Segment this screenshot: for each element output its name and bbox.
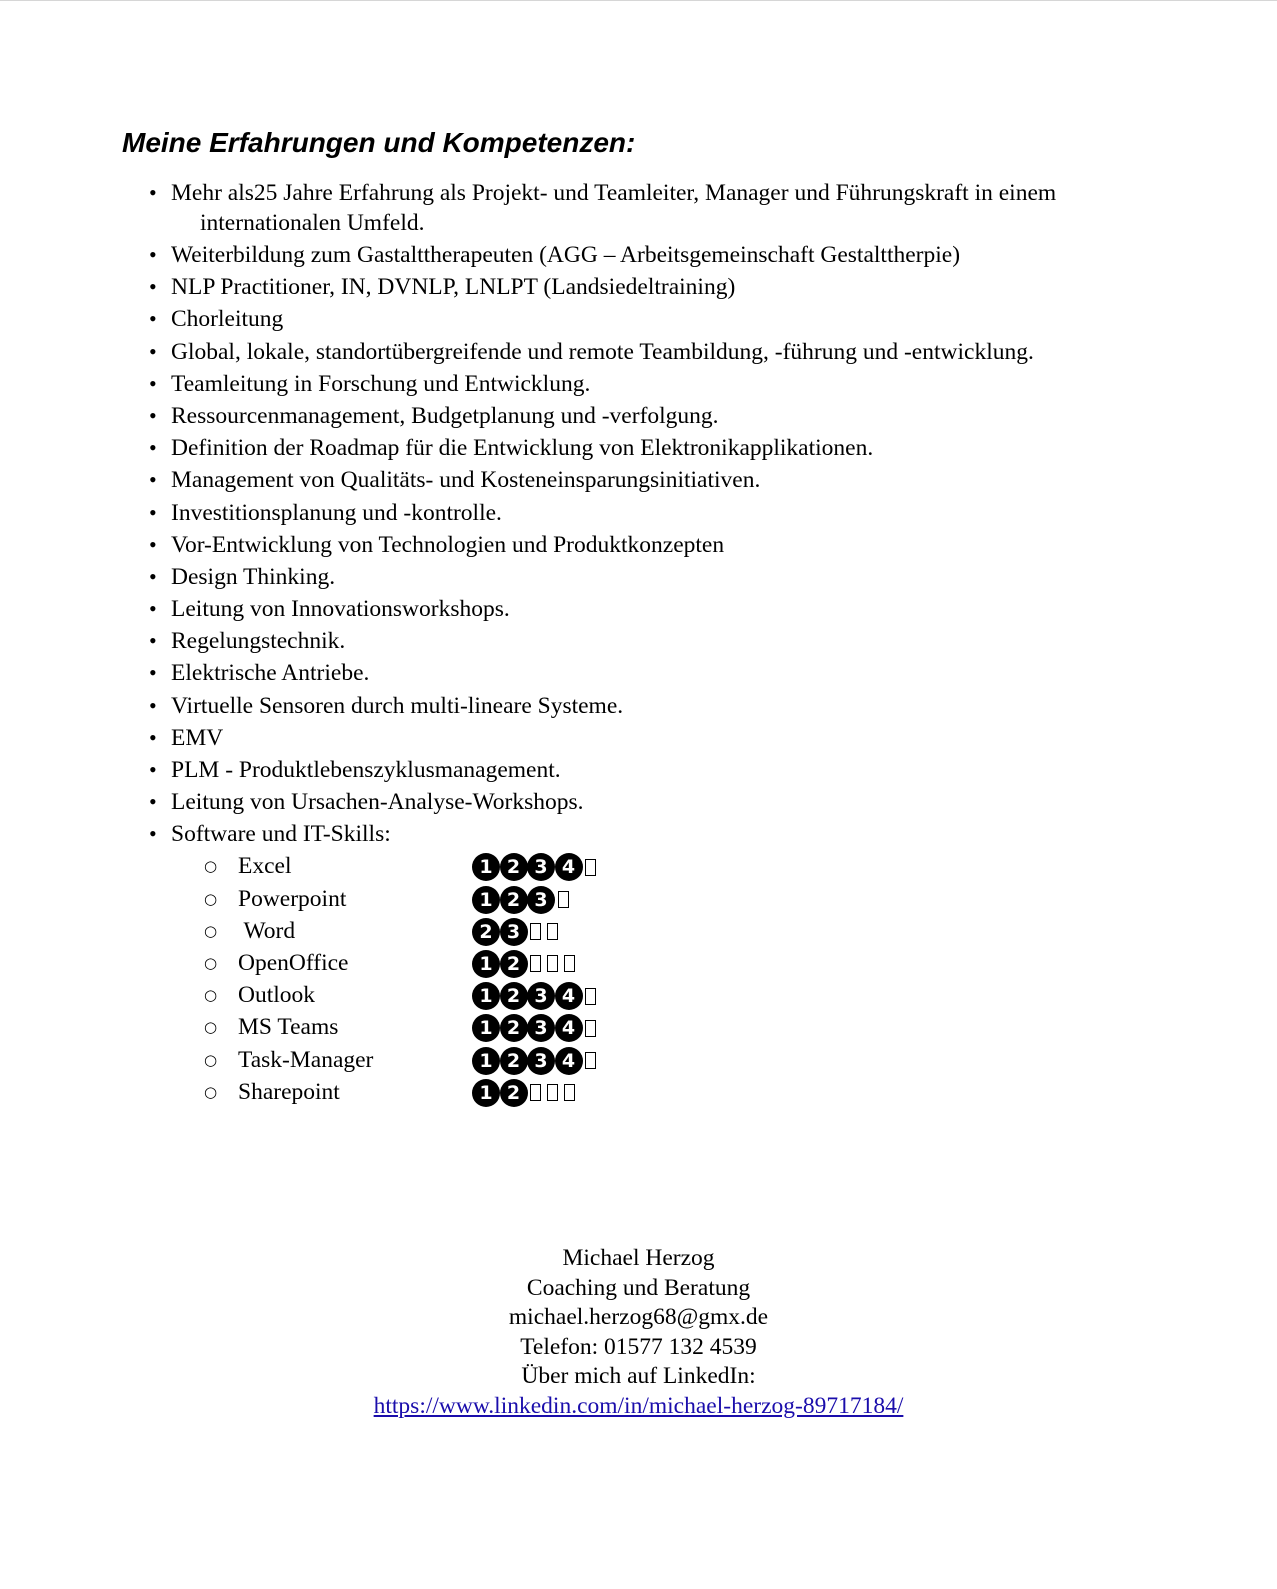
bullet-icon: • — [149, 180, 157, 205]
list-item — [0, 304, 1277, 336]
list-item-text: Teamleitung in Forschung und Entwicklung. — [171, 370, 591, 397]
filled-rating-icon: 4 — [555, 1014, 583, 1042]
software-item — [0, 980, 986, 1012]
list-item-text: Investitionsplanung und -kontrolle. — [171, 499, 502, 526]
contact-email: michael.herzog68@gmx.de — [508, 1304, 769, 1330]
list-item — [0, 787, 1277, 819]
contact-role: Coaching und Beratung — [526, 1274, 751, 1301]
bullet-icon: • — [149, 724, 157, 750]
filled-rating-icon: 2 — [472, 918, 500, 946]
empty-rating-icon — [547, 923, 558, 940]
filled-rating-icon: 1 — [472, 1079, 500, 1107]
list-item-text: Vor-Entwicklung von Technologien und Produktkonzepten — [171, 531, 725, 558]
empty-rating-icon — [530, 955, 541, 972]
list-item-text: Ressourcenmanagement, Budgetplanung und -verfolgung. — [171, 402, 719, 429]
list-item-text: PLM - Produktlebenszyklusmanagement. — [171, 757, 561, 783]
bullet-icon: • — [149, 596, 157, 622]
list-item — [0, 691, 1277, 723]
empty-rating-icon — [558, 891, 569, 908]
software-skills-list — [0, 851, 986, 1109]
empty-rating-icon — [585, 1020, 596, 1037]
filled-rating-icon: 1 — [472, 1014, 500, 1042]
empty-rating-icon — [547, 955, 558, 972]
list-item-text: Virtuelle Sensoren durch multi-lineare Systeme. — [171, 692, 624, 719]
circle-bullet-icon: ○ — [204, 889, 218, 908]
bullet-icon: • — [149, 692, 157, 718]
list-item-text: Design Thinking. — [171, 563, 336, 590]
list-item — [0, 498, 1277, 530]
software-item — [0, 948, 986, 980]
list-item — [0, 562, 1277, 594]
list-item-text: EMV — [171, 724, 224, 751]
skill-rating — [472, 852, 599, 882]
list-item — [0, 626, 1277, 658]
filled-rating-icon: 3 — [527, 853, 555, 881]
bullet-icon: • — [149, 370, 157, 396]
skill-rating — [472, 1013, 599, 1043]
skill-rating — [472, 1046, 599, 1076]
bullet-icon: • — [149, 789, 157, 815]
filled-rating-icon: 1 — [472, 886, 500, 914]
list-item-text: Leitung von Ursachen-Analyse-Workshops. — [171, 789, 584, 816]
list-item — [0, 433, 1277, 465]
empty-rating-icon — [585, 988, 596, 1005]
list-item-text: Mehr als25 Jahre Erfahrung als Projekt- und Teamleiter, Manager und Führungskraft in einem internationalen Umfeld. — [171, 180, 1057, 236]
software-item — [0, 884, 986, 916]
list-item-text: Management von Qualitäts- und Kosteneinsparungsinitiativen. — [171, 467, 761, 494]
list-item — [0, 530, 1277, 562]
software-name: Excel — [238, 853, 292, 880]
bullet-icon: • — [149, 531, 157, 557]
filled-rating-icon: 3 — [500, 918, 528, 946]
software-list-item — [0, 819, 1277, 1109]
filled-rating-icon: 3 — [527, 886, 555, 914]
software-name: Outlook — [238, 982, 316, 1009]
filled-rating-icon: 3 — [527, 1047, 555, 1075]
list-item — [0, 401, 1277, 433]
software-item — [0, 851, 986, 883]
filled-rating-icon: 3 — [527, 1014, 555, 1042]
circle-bullet-icon: ○ — [204, 857, 218, 876]
circle-bullet-icon: ○ — [204, 1082, 218, 1101]
empty-rating-icon — [585, 1052, 596, 1069]
list-item — [0, 369, 1277, 401]
filled-rating-icon: 2 — [500, 1079, 528, 1107]
filled-rating-icon: 2 — [500, 886, 528, 914]
list-item — [0, 755, 1277, 787]
list-item — [0, 465, 1277, 497]
software-name: Powerpoint — [238, 885, 347, 912]
circle-bullet-icon: ○ — [204, 921, 218, 940]
contact-name: Michael Herzog — [562, 1245, 715, 1271]
list-item — [0, 658, 1277, 690]
software-name: Sharepoint — [238, 1078, 340, 1105]
list-item-text: Global, lokale, standortübergreifende und remote Teambildung, -führung und -entwicklung. — [171, 338, 1034, 365]
list-item-text: Leitung von Innovationsworkshops. — [171, 596, 510, 623]
skill-rating — [472, 949, 578, 979]
filled-rating-icon: 2 — [500, 853, 528, 881]
filled-rating-icon: 1 — [472, 1047, 500, 1075]
list-item-text: NLP Practitioner, IN, DVNLP, LNLPT (Landsiedeltraining) — [171, 274, 736, 301]
contact-footer — [0, 1244, 1277, 1421]
list-item — [0, 723, 1277, 755]
list-item — [0, 594, 1277, 626]
list-item-text: Weiterbildung zum Gastalttherapeuten (AGG – Arbeitsgemeinschaft Gestalttherpie) — [171, 242, 961, 268]
list-item — [0, 272, 1277, 304]
bullet-icon: • — [149, 242, 157, 267]
section-heading: Meine Erfahrungen und Kompetenzen: — [122, 127, 636, 158]
software-label: Software und IT-Skills: — [171, 821, 391, 848]
empty-rating-icon — [547, 1084, 558, 1101]
software-item — [0, 1077, 986, 1109]
empty-rating-icon — [564, 955, 575, 972]
bullet-icon: • — [149, 563, 157, 589]
circle-bullet-icon: ○ — [204, 953, 218, 972]
skill-rating — [472, 1078, 578, 1108]
skill-rating — [472, 917, 561, 947]
software-name: Word — [238, 917, 296, 944]
bullet-icon: • — [149, 435, 157, 461]
bullet-icon: • — [149, 402, 157, 428]
bullet-icon: • — [149, 499, 157, 525]
filled-rating-icon: 4 — [555, 853, 583, 881]
competence-list — [0, 178, 1277, 1109]
list-item — [0, 178, 1277, 240]
bullet-icon: • — [149, 660, 157, 686]
empty-rating-icon — [530, 1084, 541, 1101]
bullet-icon: • — [149, 306, 157, 332]
filled-rating-icon: 2 — [500, 1047, 528, 1075]
bullet-icon: • — [149, 821, 157, 847]
bullet-icon: • — [149, 467, 157, 493]
linkedin-label: Über mich auf LinkedIn: — [521, 1363, 756, 1389]
list-item-text: Elektrische Antriebe. — [171, 660, 370, 687]
empty-rating-icon — [530, 923, 541, 940]
circle-bullet-icon: ○ — [204, 986, 218, 1005]
circle-bullet-icon: ○ — [204, 1050, 218, 1069]
software-item — [0, 1012, 986, 1044]
filled-rating-icon: 1 — [472, 950, 500, 978]
bullet-icon: • — [149, 757, 157, 782]
filled-rating-icon: 2 — [500, 1014, 528, 1042]
skill-rating — [472, 981, 599, 1011]
software-name: OpenOffice — [238, 949, 349, 976]
contact-phone: Telefon: 01577 132 4539 — [520, 1333, 757, 1360]
bullet-icon: • — [149, 274, 157, 300]
software-item — [0, 916, 986, 948]
circle-bullet-icon: ○ — [204, 1018, 218, 1037]
linkedin-link[interactable]: https://www.linkedin.com/in/michael-herzog-89717184/ — [373, 1392, 904, 1419]
filled-rating-icon: 2 — [500, 950, 528, 978]
list-item-text: Definition der Roadmap für die Entwicklung von Elektronikapplikationen. — [171, 435, 874, 462]
empty-rating-icon — [564, 1084, 575, 1101]
skill-rating — [472, 885, 572, 915]
software-name: Task-Manager — [238, 1046, 374, 1073]
list-item — [0, 240, 1277, 272]
bullet-icon: • — [149, 338, 157, 364]
list-item — [0, 337, 1277, 369]
filled-rating-icon: 1 — [472, 982, 500, 1010]
software-name: MS Teams — [238, 1014, 339, 1041]
filled-rating-icon: 2 — [500, 982, 528, 1010]
filled-rating-icon: 4 — [555, 1047, 583, 1075]
filled-rating-icon: 3 — [527, 982, 555, 1010]
empty-rating-icon — [585, 859, 596, 876]
list-item-text: Regelungstechnik. — [171, 628, 346, 655]
filled-rating-icon: 4 — [555, 982, 583, 1010]
top-border — [0, 0, 1277, 1]
filled-rating-icon: 1 — [472, 853, 500, 881]
list-item-text: Chorleitung — [171, 306, 284, 333]
bullet-icon: • — [149, 628, 157, 654]
software-item — [0, 1045, 986, 1077]
